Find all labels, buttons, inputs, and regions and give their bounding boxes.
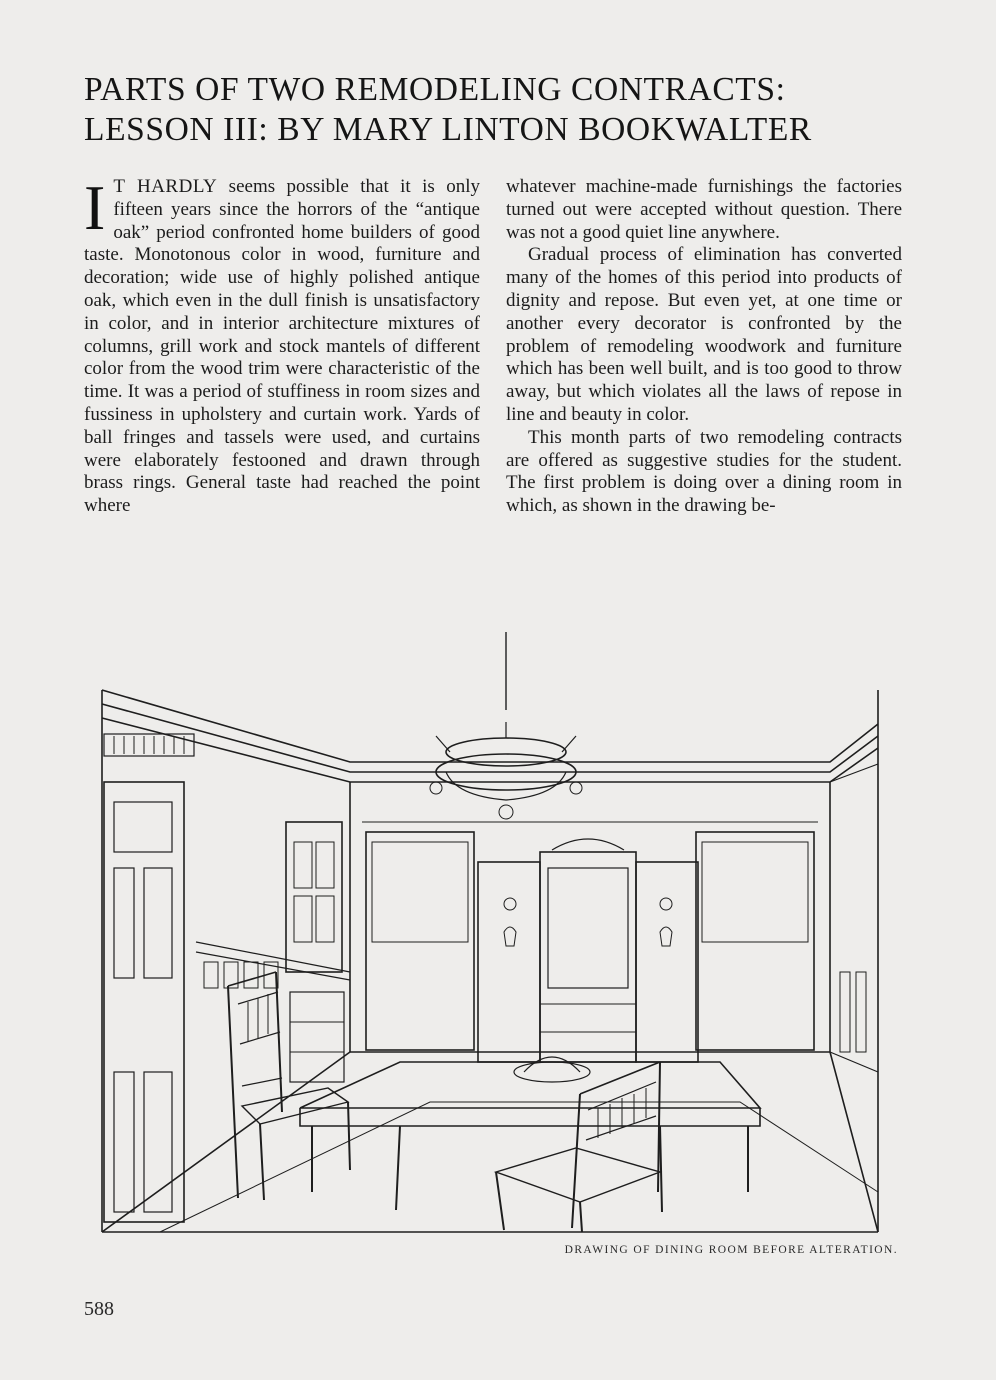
article-title bbox=[84, 70, 914, 150]
text-column-right bbox=[506, 176, 902, 518]
paragraph-3: This month parts of two remodeling contracts are offered as suggestive studies for the student. The first problem is doing over a dining room in which, as shown in the drawing be- bbox=[506, 426, 902, 517]
lead-in-text: T HARDLY bbox=[113, 176, 218, 197]
figure-caption: DRAWING OF DINING ROOM BEFORE ALTERATION. bbox=[564, 1244, 898, 1256]
dining-room-drawing bbox=[100, 632, 880, 1234]
paragraph-1-continued: whatever machine-made furnishings the factories turned out were accepted without question. There was not a good quiet line anywhere. bbox=[506, 176, 902, 243]
paragraph-2: Gradual process of elimination has converted many of the homes of this period into products of dignity and repose. But even yet, at one time or another every decorator is confronted by the problem of remodeling woodwork and furniture which has been well built, and is too good to throw away, but which violates all the laws of repose in line and beauty in color. bbox=[506, 244, 902, 425]
drop-cap: I bbox=[84, 172, 106, 243]
page-number: 588 bbox=[84, 1298, 114, 1320]
dining-room-illustration bbox=[100, 632, 880, 1234]
text-column-left bbox=[84, 172, 480, 518]
title-line-1: PARTS OF TWO REMODELING CONTRACTS: bbox=[84, 71, 786, 108]
title-line-2: LESSON III: BY MARY LINTON BOOKWALTER bbox=[84, 111, 812, 148]
paragraph-1 bbox=[84, 172, 480, 518]
paragraph-1-body: seems possible that it is only fifteen years since the horrors of the “antique oak” period confronted home builders of good taste. Monotonous color in wood, furniture and decoration; wide use of highly polished antique oak, which even in the dull finish is unsatisfactory in color, and in interior architecture mixtures of columns, grill work and stock mantels of different color from the wood trim were characteristic of the time. It was a period of stuffiness in room sizes and fussiness in upholstery and curtain work. Yards of ball fringes and tassels were used, and curtains were elaborately festooned and drawn through brass rings. General taste had reached the point where bbox=[84, 176, 480, 517]
